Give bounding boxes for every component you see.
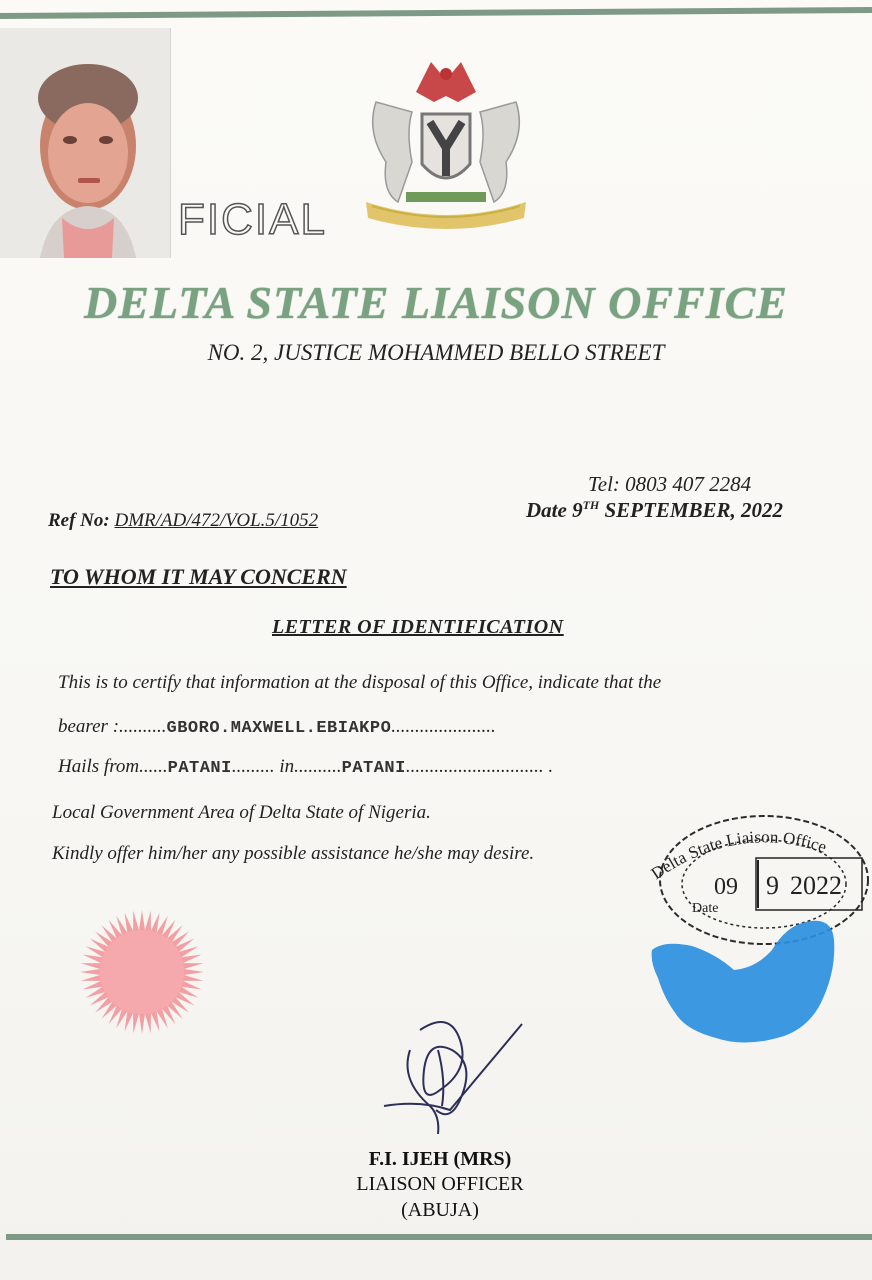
top-border	[0, 7, 872, 19]
reference-number	[48, 510, 318, 532]
bearer-name: GBORO.MAXWELL.EBIAKPO	[166, 719, 392, 738]
bearer-label: bearer :..........	[58, 716, 167, 737]
date-suffix: TH	[582, 498, 600, 512]
hails-line	[58, 756, 553, 778]
signature	[380, 1010, 530, 1150]
date-rest: SEPTEMBER, 2022	[604, 498, 784, 522]
coat-of-arms-icon	[346, 52, 546, 234]
stamp-year: 2022	[790, 871, 842, 900]
signatory-role: LIAISON OFFICER	[356, 1173, 524, 1195]
stamp-month: 9	[766, 871, 779, 900]
official-watermark: FICIAL	[178, 195, 327, 244]
date-day: 9	[572, 498, 583, 522]
stamp-day: 09	[714, 874, 738, 900]
body-line-4: Local Government Area of Delta State of Nigeria.	[52, 802, 431, 823]
in-label: ......... in..........	[231, 756, 342, 777]
date-label: Date	[526, 498, 567, 522]
ref-value: DMR/AD/472/VOL.5/1052	[114, 510, 319, 531]
salutation: TO WHOM IT MAY CONCERN	[50, 564, 347, 589]
hails-trail: ............................. .	[405, 756, 554, 777]
ref-label: Ref No:	[48, 510, 110, 531]
body-line-1: This is to certify that information at the disposal of this Office, indicate that the	[58, 672, 662, 693]
tel-label: Tel:	[588, 472, 620, 496]
letter-date	[526, 498, 783, 523]
passport-photo	[0, 28, 171, 258]
stamp-ring-textpath: Delta State Liaison Office	[647, 827, 830, 884]
telephone	[588, 472, 751, 497]
in-value: PATANI	[341, 759, 406, 778]
tel-value: 0803 407 2284	[625, 472, 752, 496]
bearer-trail: ......................	[391, 716, 496, 737]
office-address: NO. 2, JUSTICE MOHAMMED BELLO STREET	[207, 340, 665, 365]
signatory-name: F.I. IJEH (MRS)	[368, 1148, 512, 1170]
bottom-border	[6, 1234, 872, 1240]
office-stamp	[636, 800, 872, 1056]
office-title: DELTA STATE LIAISON OFFICE	[84, 277, 788, 328]
body-line-5: Kindly offer him/her any possible assistance he/she may desire.	[52, 843, 535, 864]
stamp-date-label: Date	[692, 901, 719, 916]
hails-label: Hails from......	[58, 756, 168, 777]
letter-subject: LETTER OF IDENTIFICATION	[272, 616, 564, 638]
seal-disc	[100, 930, 184, 1014]
signatory-location: (ABUJA)	[401, 1199, 479, 1221]
hails-from-value: PATANI	[167, 759, 232, 778]
bearer-line	[58, 716, 496, 738]
pink-seal-icon	[72, 906, 212, 1036]
